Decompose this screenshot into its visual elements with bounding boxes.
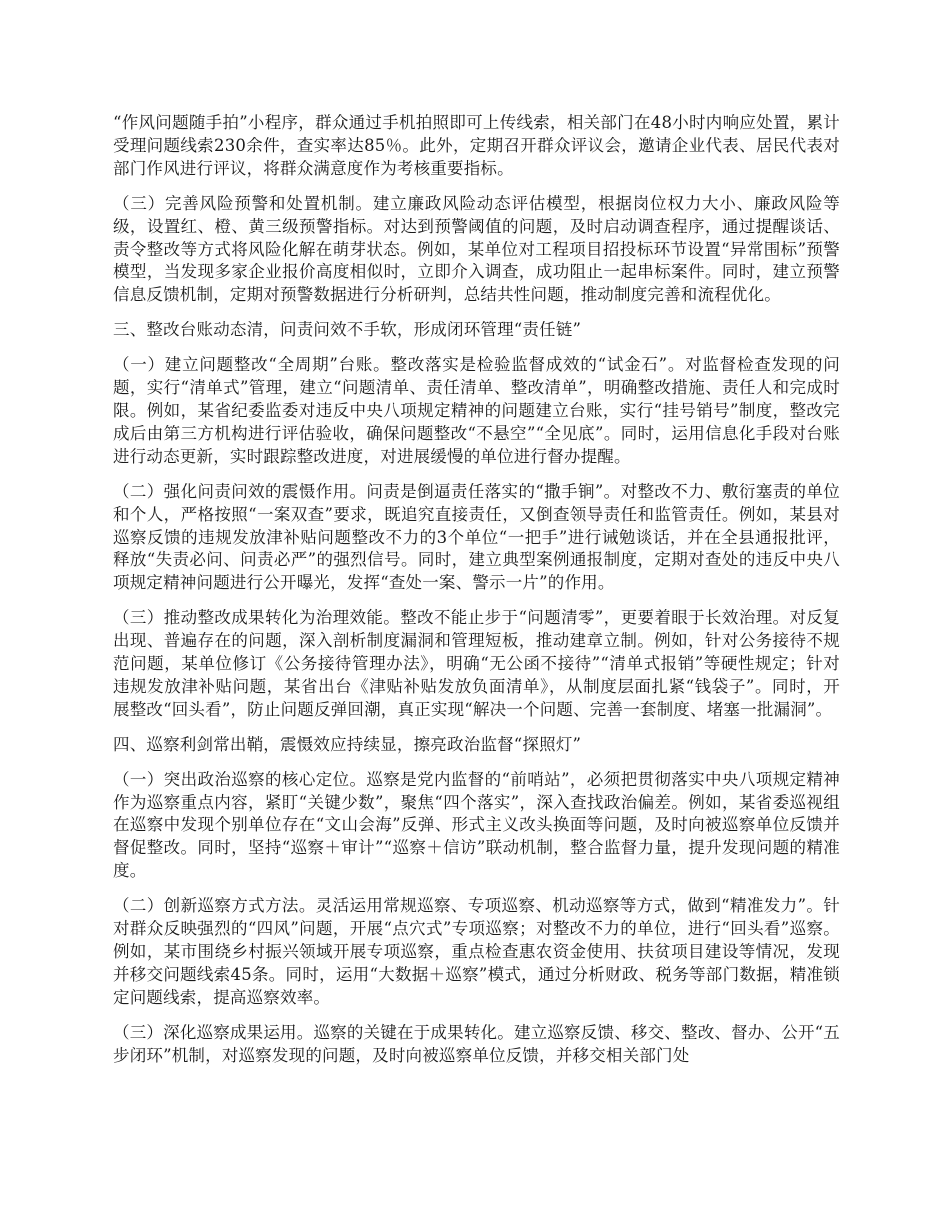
paragraph-inspection-methods: （二）创新巡察方式方法。灵活运用常规巡察、专项巡察、机动巡察等方式，做到“精准发力”。针对群众反映强烈的“四风”问题，开展“点穴式”专项巡察；对整改不力的单位，进行“回头看”巡察。例如，某市围绕乡村振兴领域开展专项巡察，重点检查惠农资金使用、扶贫项目建设等情况，发现并移交问题线索45条。同时，运用“大数据＋巡察”模式，通过分析财政、税务等部门数据，精准锁定问题线索，提高巡察效率。 xyxy=(113,896,840,1007)
paragraph-risk-warning: （三）完善风险预警和处置机制。建立廉政风险动态评估模型，根据岗位权力大小、廉政风险等级，设置红、橙、黄三级预警指标。对达到预警阈值的问题，及时启动调查程序，通过提醒谈话、责令整改等方式将风险化解在萌芽状态。例如，某单位对工程项目招投标环节设置“异常围标”预警模型，当发现多家企业报价高度相似时，立即介入调查，成功阻止一起串标案件。同时，建立预警信息反馈机制，定期对预警数据进行分析研判，总结共性问题，推动制度完善和流程优化。 xyxy=(113,193,840,305)
paragraph-political-inspection: （一）突出政治巡察的核心定位。巡察是党内监督的“前哨站”，必须把贯彻落实中央八项规定精神作为巡察重点内容，紧盯“关键少数”，聚焦“四个落实”，深入查找政治偏差。例如，某省委巡视组在巡察中发现个别单位存在“文山会海”反弹、形式主义改头换面等问题，及时向被巡察单位反馈并督促整改。同时，坚持“巡察＋审计”“巡察＋信访”联动机制，整合监督力量，提升发现问题的精准度。 xyxy=(113,769,840,881)
paragraph-accountability: （二）强化问责问效的震慑作用。问责是倒逼责任落实的“撒手锏”。对整改不力、敷衍塞责的单位和个人，严格按照“一案双查”要求，既追究直接责任，又倒查领导责任和监管责任。例如，某县对巡察反馈的违规发放津补贴问题整改不力的3个单位“一把手”进行诫勉谈话，并在全县通报批评，释放“失责必问、问责必严”的强烈信号。同时，建立典型案例通报制度，定期对查处的违反中央八项规定精神问题进行公开曝光，发挥“查处一案、警示一片”的作用。 xyxy=(113,481,840,593)
paragraph-public-reporting: “作风问题随手拍”小程序，群众通过手机拍照即可上传线索，相关部门在48小时内响应处置，累计受理问题线索230余件，查实率达85％。此外，定期召开群众评议会，邀请企业代表、居民代表对部门作风进行评议，将群众满意度作为考核重要指标。 xyxy=(113,113,840,178)
document-body xyxy=(113,112,840,1080)
section-heading-4: 四、巡察利剑常出鞘，震慑效应持续显，擦亮政治监督“探照灯” xyxy=(113,734,582,754)
section-heading-3: 三、整改台账动态清，问责问效不手软，形成闭环管理“责任链” xyxy=(113,320,582,340)
paragraph-governance-effect: （三）推动整改成果转化为治理效能。整改不能止步于“问题清零”，更要着眼于长效治理。对反复出现、普遍存在的问题，深入剖析制度漏洞和管理短板，推动建章立制。例如，针对公务接待不规范问题，某单位修订《公务接待管理办法》，明确“无公函不接待”“清单式报销”等硬性规定；针对违规发放津补贴问题，某省出台《津贴补贴发放负面清单》，从制度层面扎紧“钱袋子”。同时，开展整改“回头看”，防止问题反弹回潮，真正实现“解决一个问题、完善一套制度、堵塞一批漏洞”。 xyxy=(113,608,840,719)
paragraph-inspection-results: （三）深化巡察成果运用。巡察的关键在于成果转化。建立巡察反馈、移交、整改、督办、公开“五步闭环”机制，对巡察发现的问题，及时向被巡察单位反馈，并移交相关部门处 xyxy=(113,1022,840,1065)
paragraph-rectification-ledger: （一）建立问题整改“全周期”台账。整改落实是检验监督成效的“试金石”。对监督检查发现的问题，实行“清单式”管理，建立“问题清单、责任清单、整改清单”，明确整改措施、责任人和完成时限。例如，某省纪委监委对违反中央八项规定精神的问题建立台账，实行“挂号销号”制度，整改完成后由第三方机构进行评估验收，确保问题整改“不悬空”“全见底”。同时，运用信息化手段对台账进行动态更新，实时跟踪整改进度，对进展缓慢的单位进行督办提醒。 xyxy=(113,355,840,466)
